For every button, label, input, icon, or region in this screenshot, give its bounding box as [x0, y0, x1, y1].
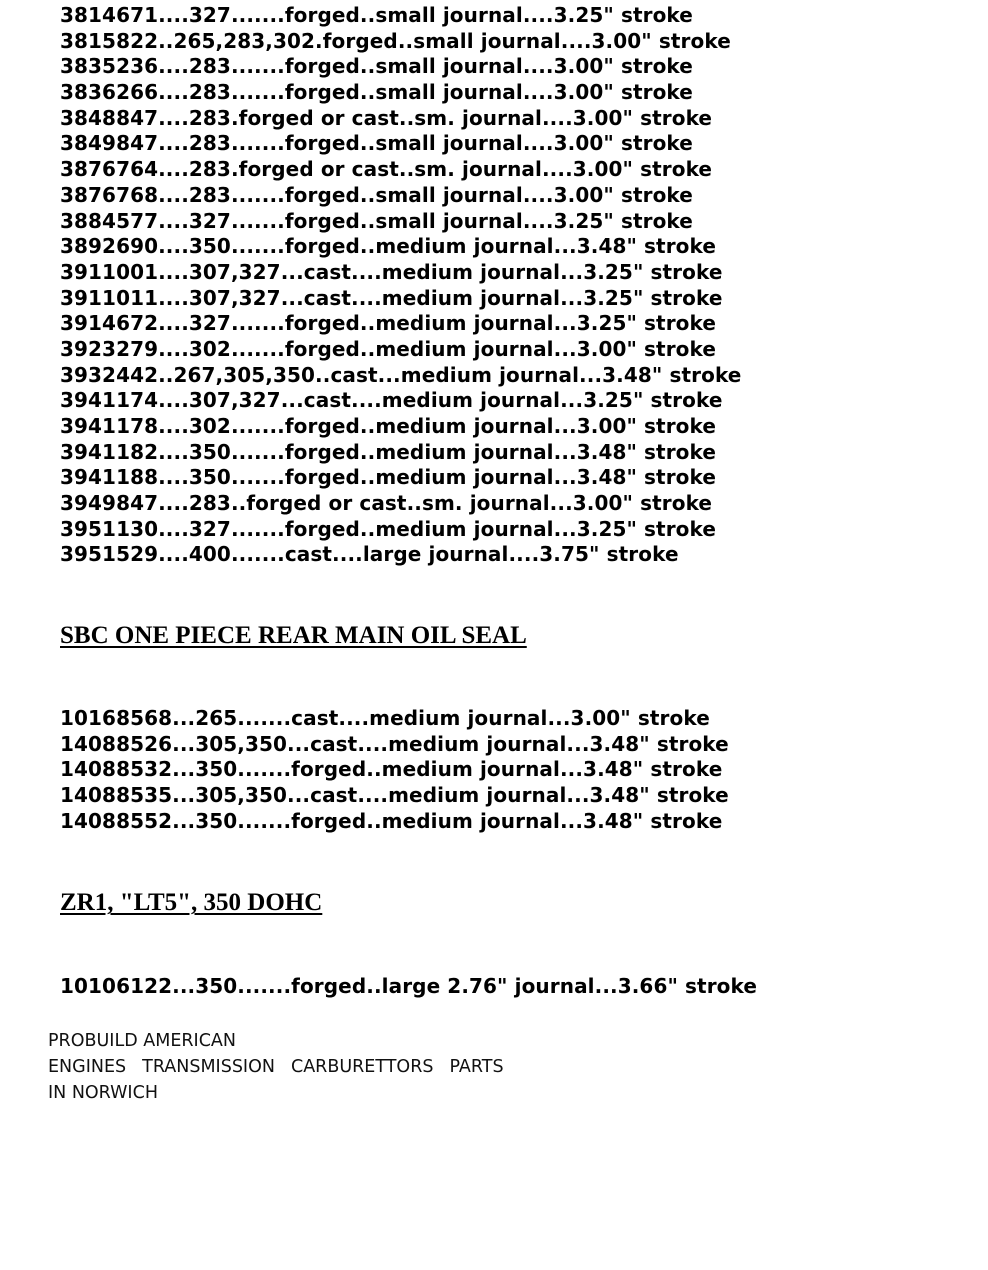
crankshaft-entry: 3941174....307,327...cast....medium journal...3.25" stroke: [60, 388, 723, 413]
service-parts: PARTS: [449, 1057, 504, 1077]
crankshaft-entry: 3884577....327.......forged..small journal....3.25" stroke: [60, 208, 693, 233]
crankshaft-entry: 3911011....307,327...cast....medium journal...3.25" stroke: [60, 285, 723, 310]
crankshaft-entry: 3892690....350.......forged..medium journal...3.48" stroke: [60, 234, 717, 259]
crankshaft-entry: 3849847....283.......forged..small journal....3.00" stroke: [60, 131, 693, 156]
crankshaft-entry: 3876764....283.forged or cast..sm. journal....3.00" stroke: [60, 157, 713, 182]
crankshaft-entry: 3949847....283..forged or cast..sm. journal...3.00" stroke: [60, 491, 713, 516]
crankshaft-list-zr1: [60, 974, 757, 1000]
crankshaft-entry: 3923279....302.......forged..medium journal...3.00" stroke: [60, 336, 717, 361]
crankshaft-entry: 14088535...305,350...cast....medium journal...3.48" stroke: [60, 783, 729, 808]
service-transmission: TRANSMISSION: [142, 1057, 275, 1077]
service-engines: ENGINES: [48, 1057, 127, 1077]
crankshaft-list-main: [60, 3, 741, 568]
service-carburettors: CARBURETTORS: [290, 1057, 434, 1077]
crankshaft-entry: 3911001....307,327...cast....medium journal...3.25" stroke: [60, 259, 723, 284]
crankshaft-entry: 3932442..267,305,350..cast...medium journal...3.48" stroke: [60, 362, 742, 387]
crankshaft-entry: 3941182....350.......forged..medium journal...3.48" stroke: [60, 439, 717, 464]
crankshaft-list-one-piece-seal: [60, 706, 729, 834]
business-footer: [48, 1028, 504, 1106]
crankshaft-entry: 3876768....283.......forged..small journal....3.00" stroke: [60, 182, 693, 207]
crankshaft-entry: 3951130....327.......forged..medium journal...3.25" stroke: [60, 516, 717, 541]
crankshaft-entry: 10168568...265.......cast....medium journal...3.00" stroke: [60, 706, 710, 730]
crankshaft-entry: 14088532...350.......forged..medium journal...3.48" stroke: [60, 757, 723, 782]
crankshaft-entry: 14088526...305,350...cast....medium journal...3.48" stroke: [60, 731, 729, 756]
crankshaft-entry: 10106122...350.......forged..large 2.76" journal...3.66" stroke: [60, 974, 758, 998]
crankshaft-entry: 3951529....400.......cast....large journal....3.75" stroke: [60, 542, 679, 567]
crankshaft-entry: 3815822..265,283,302.forged..small journal....3.00" stroke: [60, 28, 731, 53]
section-heading-rear-main-seal: SBC ONE PIECE REAR MAIN OIL SEAL: [60, 622, 527, 649]
crankshaft-entry: 3835236....283.......forged..small journal....3.00" stroke: [60, 54, 693, 79]
business-name: PROBUILD AMERICAN: [48, 1031, 236, 1051]
business-location: IN NORWICH: [48, 1083, 158, 1103]
crankshaft-entry: 3814671....327.......forged..small journal....3.25" stroke: [60, 3, 693, 27]
crankshaft-entry: 3848847....283.forged or cast..sm. journal....3.00" stroke: [60, 105, 713, 130]
section-heading-zr1: ZR1, "LT5", 350 DOHC: [60, 889, 323, 916]
business-services: [48, 1054, 504, 1080]
crankshaft-entry: 3941178....302.......forged..medium journal...3.00" stroke: [60, 414, 717, 438]
crankshaft-entry: 14088552...350.......forged..medium journal...3.48" stroke: [60, 808, 723, 833]
crankshaft-entry: 3914672....327.......forged..medium journal...3.25" stroke: [60, 311, 717, 336]
crankshaft-entry: 3941188....350.......forged..medium journal...3.48" stroke: [60, 465, 717, 490]
crankshaft-entry: 3836266....283.......forged..small journal....3.00" stroke: [60, 80, 693, 105]
